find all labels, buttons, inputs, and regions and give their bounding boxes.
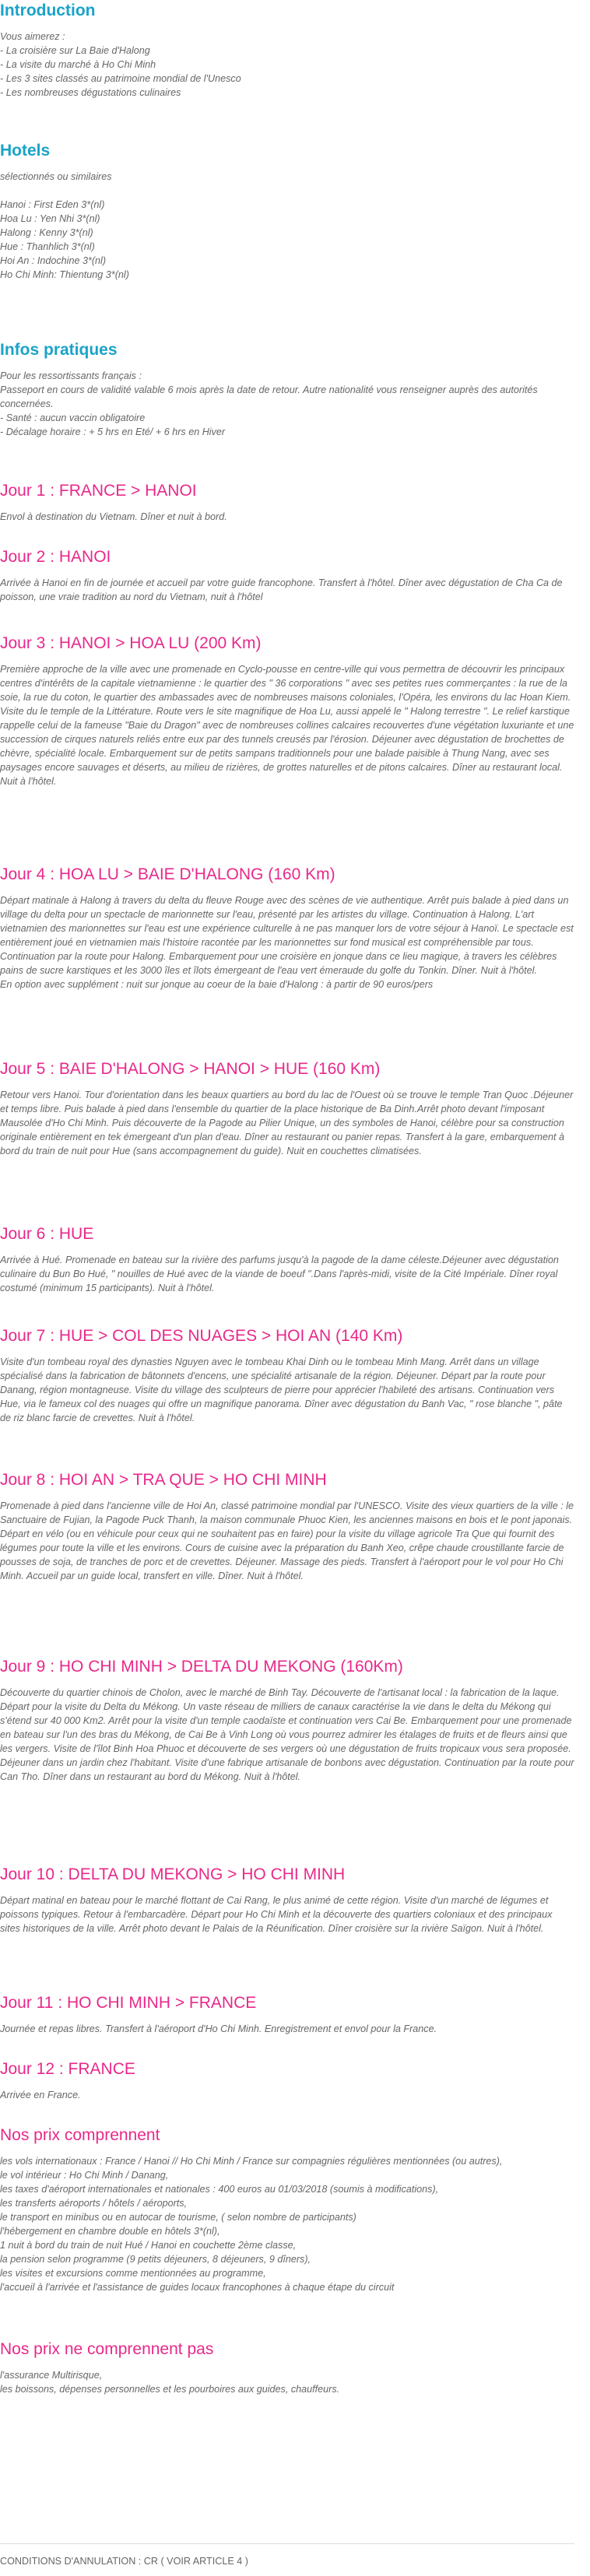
day-section-12 <box>0 2058 574 2102</box>
included-item: les transferts aéroports / hôtels / aéroports, <box>0 2198 188 2209</box>
day-section-4 <box>0 864 574 991</box>
excluded-item: l'assurance Multirisque, <box>0 2370 103 2381</box>
included-section <box>0 2125 574 2294</box>
hotel-line: Ho Chi Minh: Thientung 3*(nl) <box>0 269 129 280</box>
day-title: Jour 4 : HOA LU > BAIE D'HALONG (160 Km) <box>0 865 335 883</box>
excluded-list <box>0 2368 574 2396</box>
hotels-section <box>0 140 574 282</box>
day-text: Départ matinal en bateau pour le marché flottant de Cai Rang, le plus animé de cette région. Visite d'un marché de légumes et poissons typiques. Retour à l'embarcadère. Départ pour Ho Chi Minh et la découverte des quartiers coloniaux et des principaux sites historiques de la ville. Arrêt photo devant le Palais de la Réunification. Dîner croisière sur la rivière Saïgon. Nuit à l'hôtel. <box>0 1895 553 1934</box>
hotel-line: Hoa Lu : Yen Nhi 3*(nl) <box>0 213 100 224</box>
day-section-3 <box>0 633 574 788</box>
included-item: les visites et excursions comme mentionnées au programme, <box>0 2268 266 2279</box>
day-section-11 <box>0 1992 574 2036</box>
hotels-body <box>0 170 574 282</box>
infos-line: - Décalage horaire : + 5 hrs en Eté/ + 6 hrs en Hiver <box>0 426 226 437</box>
day-section-1 <box>0 480 574 524</box>
day-section-2 <box>0 546 574 604</box>
day-section-8 <box>0 1469 574 1583</box>
included-item: l'hébergement en chambre double en hôtels 3*(nl), <box>0 2226 220 2237</box>
section-divider <box>0 2543 574 2544</box>
hotel-line: Halong : Kenny 3*(nl) <box>0 227 93 238</box>
day-title: Jour 7 : HUE > COL DES NUAGES > HOI AN (140 Km) <box>0 1327 403 1345</box>
spacer <box>0 184 574 198</box>
infos-body <box>0 369 574 439</box>
day-title: Jour 8 : HOI AN > TRA QUE > HO CHI MINH <box>0 1471 327 1489</box>
included-item: les vols internationaux : France / Hanoi // Ho Chi Minh / France sur compagnies régulières mentionnées (ou autres), <box>0 2156 503 2167</box>
included-item: l'accueil à l'arrivée et l'assistance de guides locaux francophones à chaque étape du circuit <box>0 2282 395 2293</box>
day-option-text: En option avec supplément : nuit sur jonque au coeur de la baie d'Halong : à partir de 90 euros/pers <box>0 979 434 990</box>
cancellation-conditions: CONDITIONS D'ANNULATION : CR ( VOIR ARTICLE 4 ) <box>0 2556 248 2567</box>
infos-line: - Santé : aucun vaccin obligatoire <box>0 412 146 423</box>
day-title: Jour 11 : HO CHI MINH > FRANCE <box>0 1994 257 2012</box>
excluded-title: Nos prix ne comprennent pas <box>0 2340 214 2358</box>
intro-line: - Les 3 sites classés au patrimoine mondial de l'Unesco <box>0 73 241 84</box>
included-list <box>0 2154 574 2294</box>
hotel-line: Hanoi : First Eden 3*(nl) <box>0 199 105 210</box>
infos-title: Infos pratiques <box>0 341 118 359</box>
infos-section <box>0 339 574 439</box>
infos-line: Passeport en cours de validité valable 6 mois après la date de retour. Autre nationalité vous renseigner auprès des autorités concernées. <box>0 384 538 409</box>
intro-line: - La croisière sur La Baie d'Halong <box>0 45 150 56</box>
day-title: Jour 1 : FRANCE > HANOI <box>0 482 197 500</box>
included-item: les taxes d'aéroport internationales et nationales : 400 euros au 01/03/2018 (soumis à modifications), <box>0 2184 439 2195</box>
day-text: Arrivée à Hué. Promenade en bateau sur la rivière des parfums jusqu'à la pagode de la dame céleste.Déjeuner avec dégustation culinaire du Bun Bo Hué, " nouilles de Hué avec de la viande de boeuf ".Dans l'après-midi, visite de la Cité Impériale. Dîner royal costumé (minimum 15 participants). Nuit à l'hôtel. <box>0 1255 559 1293</box>
day-text: Retour vers Hanoi. Tour d'orientation dans les beaux quartiers au bord du lac de l'Ouest où se trouve le temple Tran Quoc .Déjeuner et temps libre. Puis balade à pied dans l'ensemble du quartier de la place historique de Ba Dinh.Arrêt photo devant l'imposant Mausolée d'Ho Chi Minh. Puis découverte de la Pagode au Pilier Unique, un des symboles de Hanoi, célèbre pour sa construction originale entièrement en tek émergeant d'un plan d'eau. Dîner au restaurant ou panier repas. Transfert à la gare, embarquement à bord du train de nuit pour Hue (sans accompagnement du guide). Nuit en couchettes climatisées. <box>0 1090 574 1156</box>
hotels-title: Hotels <box>0 142 51 160</box>
hotels-subtitle: sélectionnés ou similaires <box>0 171 112 182</box>
day-text: Première approche de la ville avec une promenade en Cyclo-pousse en centre-ville qui vous permettra de découvrir les principaux centres d'intérêts de la capitale vietnamienne : le quartier des " 36 corporations " avec ses petites rues commerçantes : la rue de la soie, la rue du coton, le quartier des ambassades avec de nombreuses maisons coloniales, l'Opéra, les environs du lac Hoan Kiem. Visite du le temple de la Littérature. Route vers le site magnifique de Hoa Lu, aussi appelé le " Halong terrestre ". Le relief karstique rappelle celui de la fameuse "Baie du Dragon" avec de nombreuses collines calcaires recouvertes d'une végétation luxuriante et une succession de cirques naturels reliés entre eux par des tunnels creusés par l'érosion. Déjeuner avec dégustation de brochettes de chèvre, spécialité locale. Embarquement sur de petits sampans traditionnels pour une balade paisible à Thung Nang, avec ses paysages encore sauvages et déserts, au milieu de rizières, de grottes naturelles et de pitons calcaires. Dîner au restaurant local. Nuit à l'hôtel. <box>0 664 574 787</box>
day-text: Envol à destination du Vietnam. Dîner et nuit à bord. <box>0 511 227 522</box>
day-title: Jour 5 : BAIE D'HALONG > HANOI > HUE (160 Km) <box>0 1060 381 1078</box>
included-item: le transport en minibus ou en autocar de tourisme, ( selon nombre de participants) <box>0 2212 356 2223</box>
day-title: Jour 2 : HANOI <box>0 548 111 566</box>
intro-line: Vous aimerez : <box>0 31 65 42</box>
day-title: Jour 9 : HO CHI MINH > DELTA DU MEKONG (160Km) <box>0 1658 403 1676</box>
day-section-5 <box>0 1058 574 1158</box>
day-title: Jour 6 : HUE <box>0 1225 94 1243</box>
day-text: Journée et repas libres. Transfert à l'aéroport d'Ho Chi Minh. Enregistrement et envol pour la France. <box>0 2023 437 2034</box>
day-text: Départ matinale à Halong à travers du delta du fleuve Rouge avec des scènes de vie authentique. Arrêt puis balade à pied dans un village du delta pour un spectacle de marionnette sur l'eau, présenté par les artistes du village. Continuation à Halong. L'art vietnamien des marionnettes sur l'eau est une expérience culturelle à ne pas manquer lors de votre séjour à Hanoï. Le spectacle est entièrement joué en vietnamien mais l'histoire racontée par les marionnettes sur fond musical est compréhensible par tous. Continuation par la route pour Halong. Embarquement pour une croisière en jonque dans ce lieu magique, à travers les célèbres pains de sucre karstiques et les 3000 îles et îlots émergeant de l'eau vert émeraude du golfe du Tonkin. Dîner. Nuit à l'hôtel. <box>0 895 574 976</box>
included-item: 1 nuit à bord du train de nuit Hué / Hanoi en couchette 2ème classe, <box>0 2240 297 2251</box>
excluded-section <box>0 2339 574 2396</box>
intro-line: - Les nombreuses dégustations culinaires <box>0 87 181 98</box>
included-item: la pension selon programme (9 petits déjeuners, 8 déjeuners, 9 dîners), <box>0 2254 311 2265</box>
day-title: Jour 3 : HANOI > HOA LU (200 Km) <box>0 634 262 652</box>
included-item: le vol intérieur : Ho Chi Minh / Danang, <box>0 2170 169 2181</box>
excluded-item: les boissons, dépenses personnelles et les pourboires aux guides, chauffeurs. <box>0 2384 340 2395</box>
day-title: Jour 10 : DELTA DU MEKONG > HO CHI MINH <box>0 1865 346 1883</box>
day-text: Arrivée à Hanoi en fin de journée et accueil par votre guide francophone. Transfert à l'hôtel. Dîner avec dégustation de Cha Ca de poisson, une vraie tradition au nord du Vietnam, nuit à l'hôtel <box>0 577 563 602</box>
hotel-line: Hoi An : Indochine 3*(nl) <box>0 255 107 266</box>
day-section-9 <box>0 1656 574 1784</box>
intro-body <box>0 30 574 100</box>
conditions-section <box>0 2554 574 2568</box>
intro-section <box>0 0 574 100</box>
day-section-7 <box>0 1325 574 1425</box>
hotel-line: Hue : Thanhlich 3*(nl) <box>0 241 95 252</box>
intro-title: Introduction <box>0 2 96 19</box>
day-section-6 <box>0 1223 574 1295</box>
day-title: Jour 12 : FRANCE <box>0 2060 135 2078</box>
included-title: Nos prix comprennent <box>0 2126 160 2144</box>
day-text: Découverte du quartier chinois de Cholon, avec le marché de Binh Tay. Découverte de l'artisanat local : la fabrication de la laque. Départ pour la visite du Delta du Mékong. Un vaste réseau de milliers de canaux caractérise la vie dans le delta du Mékong qui s'étend sur 40 000 Km2. Arrêt pour la visite d'un temple caodaïste et continuation vers Cai Be. Embarquement pour une promenade en bateau sur l'un des bras du Mékong, de Cai Be à Vinh Long où vous pourrez admirer les étalages de fruits et de fleurs ainsi que les vergers. Visite de l'îlot Binh Hoa Phuoc et découverte de ses vergers où une dégustation de fruits tropicaux vous sera proposée. Déjeuner dans un jardin chez l'habitant. Visite d'une fabrique artisanale de bonbons avec dégustation. Continuation par la route pour Can Tho. Dîner dans un restaurant au bord du Mékong. Nuit à l'hôtel. <box>0 1687 574 1782</box>
day-text: Promenade à pied dans l'ancienne ville de Hoi An, classé patrimoine mondial par l'UNESCO. Visite des vieux quartiers de la ville : le Sanctuaire de Fujian, la Pagode Puck Thanh, la maison communale Phuoc Kien, les anciennes maisons en bois et le pont japonais. Départ en vélo (ou en véhicule pour ceux qui ne souhaitent pas en faire) pour la visite du village agricole Tra Que qui fournit des légumes pour toute la ville et les environs. Cours de cuisine avec la préparation du Banh Xeo, crêpe chaude croustillante farcie de pousses de soja, de tranches de porc et de crevettes. Déjeuner. Massage des pieds. Transfert à l'aéroport pour le vol pour Ho Chi Minh. Accueil par un guide local, transfert en ville. Dîner. Nuit à l'hôtel. <box>0 1500 574 1581</box>
infos-line: Pour les ressortissants français : <box>0 370 142 381</box>
day-text: Visite d'un tombeau royal des dynasties Nguyen avec le tombeau Khai Dinh ou le tombeau Minh Mang. Arrêt dans un village spécialisé dans la fabrication de bâtonnets d'encens, une spécialité artisanale de la région. Déjeuner. Départ par la route pour Danang, région montagneuse. Visite du village des sculpteurs de pierre pour apprécier l'habileté des artisans. Continuation vers Hue, via le fameux col des nuages qui offre un magnifique panorama. Dîner avec dégustation du Banh Vac, " rose blanche ", pâte de riz blanc farcie de crevettes. Nuit à l'hôtel. <box>0 1356 563 1423</box>
day-text: Arrivée en France. <box>0 2090 81 2100</box>
intro-line: - La visite du marché à Ho Chi Minh <box>0 59 156 70</box>
day-section-10 <box>0 1864 574 1936</box>
